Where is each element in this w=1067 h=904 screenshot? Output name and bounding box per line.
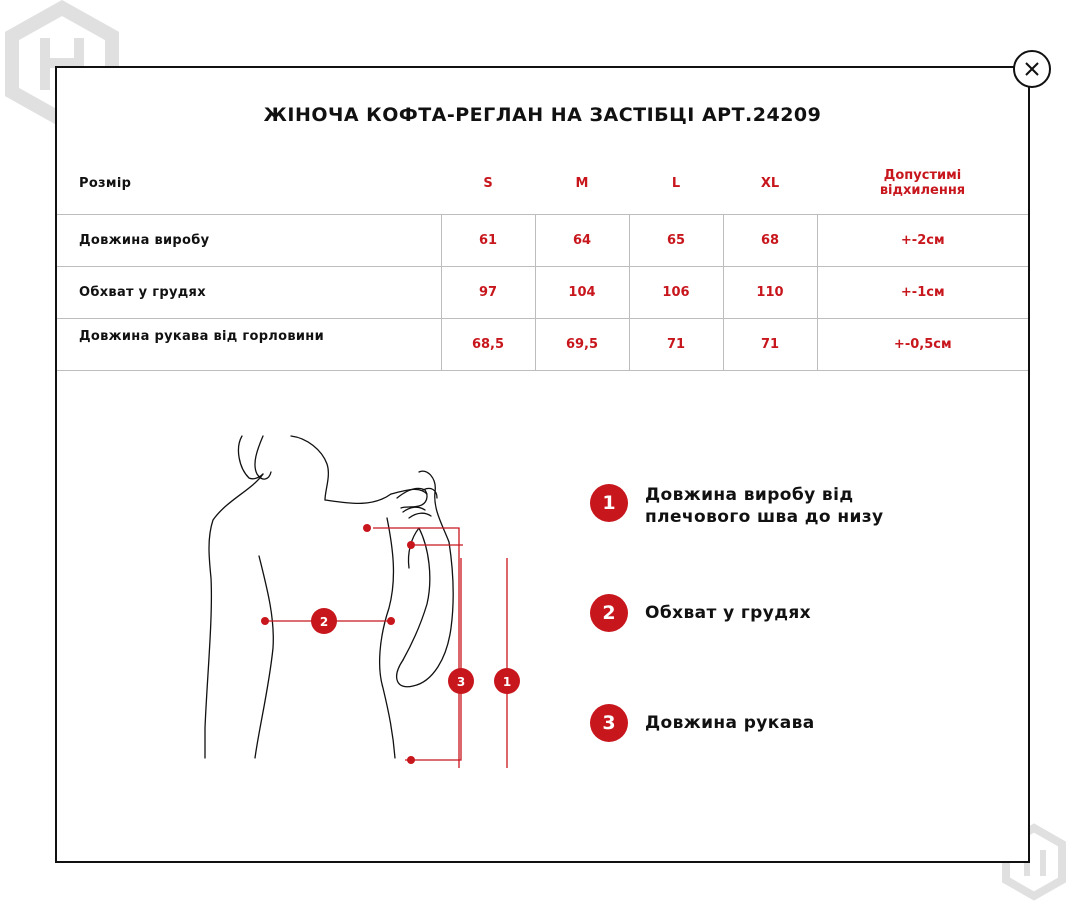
legend-text: Обхват у грудях: [645, 603, 812, 623]
table-cell: 61: [441, 215, 535, 267]
table-cell: 65: [629, 215, 723, 267]
legend-text: [645, 484, 884, 528]
size-column-header: Розмір: [79, 175, 132, 191]
measurement-diagram: [197, 428, 537, 768]
size-header: XL: [760, 175, 780, 191]
table-cell: 104: [535, 267, 629, 319]
table-cell: 69,5: [535, 319, 629, 371]
marker-3-label: 3: [456, 675, 466, 689]
table-cell: 64: [535, 215, 629, 267]
marker-2-label: 2: [319, 615, 329, 629]
table-header-row: [57, 152, 1028, 215]
deviation-header-line: відхилення: [879, 183, 966, 198]
deviation-header-line: Допустимі: [883, 168, 962, 183]
modal-title: ЖІНОЧА КОФТА-РЕГЛАН НА ЗАСТІБЦІ АРТ.24209: [263, 104, 822, 126]
legend-item-2: [590, 594, 811, 632]
marker-3: [448, 668, 474, 694]
size-header: L: [671, 175, 681, 191]
table-cell: 106: [629, 267, 723, 319]
legend-item-1: [590, 484, 884, 528]
measurement-lines: [265, 528, 507, 768]
legend-number: 3: [590, 704, 628, 742]
marker-1: [494, 668, 520, 694]
deviation-cell: +-2см: [817, 215, 1028, 267]
figure-outline: [205, 436, 453, 758]
size-header: M: [575, 175, 589, 191]
close-button[interactable]: [1013, 50, 1051, 88]
legend-text: Довжина рукава: [645, 713, 815, 733]
deviation-cell: +-0,5см: [817, 319, 1028, 371]
table-cell: 68: [723, 215, 817, 267]
row-label: Довжина виробу: [57, 215, 441, 267]
deviation-header: [817, 152, 1028, 215]
table-cell: 97: [441, 267, 535, 319]
size-header: S: [483, 175, 493, 191]
legend-item-3: [590, 704, 815, 742]
legend-number: 1: [590, 484, 628, 522]
legend-number: 2: [590, 594, 628, 632]
marker-2: [311, 608, 337, 634]
row-label: Довжина рукава від горловини: [57, 319, 441, 371]
legend-line: Довжина виробу від: [645, 485, 854, 505]
size-chart-modal: [55, 66, 1030, 863]
deviation-cell: +-1см: [817, 267, 1028, 319]
table-row: [57, 319, 1028, 371]
table-cell: 71: [629, 319, 723, 371]
row-label: Обхват у грудях: [57, 267, 441, 319]
legend-line: плечового шва до низу: [645, 507, 884, 527]
marker-1-label: 1: [502, 675, 512, 689]
table-row: [57, 267, 1028, 319]
close-icon: [1024, 61, 1040, 77]
table-cell: 71: [723, 319, 817, 371]
size-table: [57, 152, 1028, 371]
table-cell: 68,5: [441, 319, 535, 371]
table-cell: 110: [723, 267, 817, 319]
table-row: [57, 215, 1028, 267]
